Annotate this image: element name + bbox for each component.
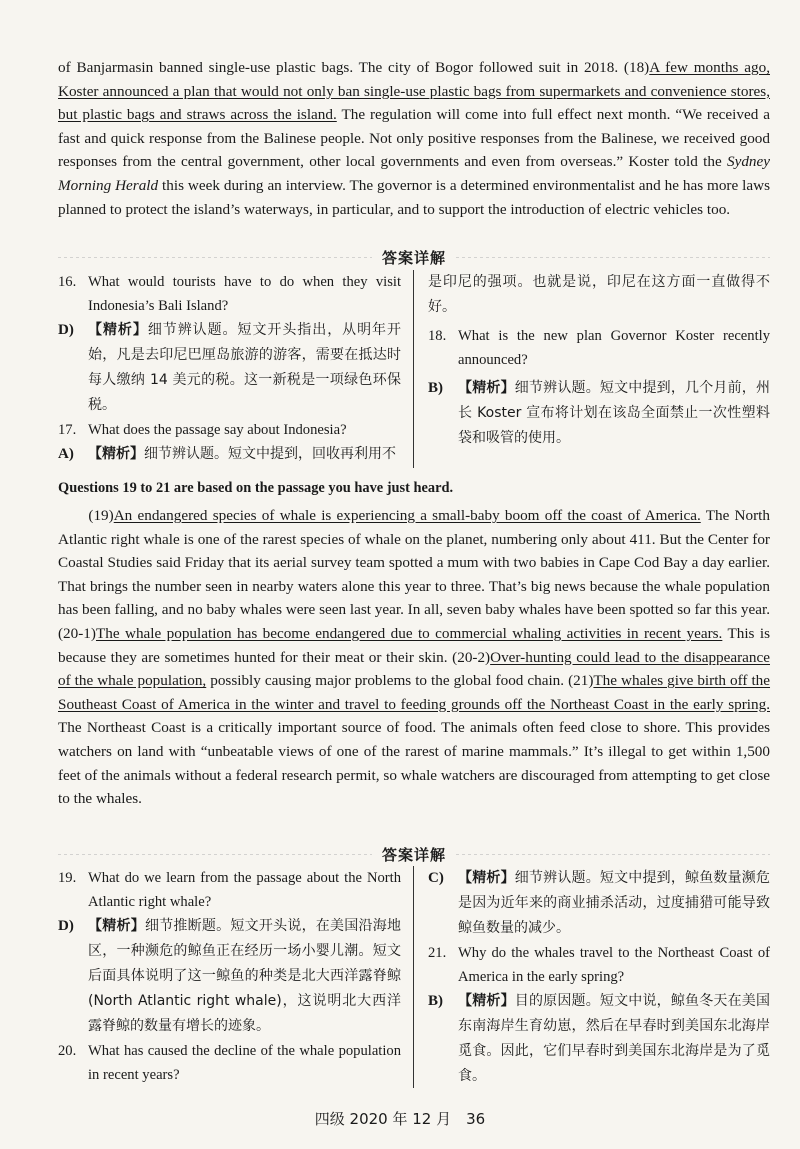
analysis-text: 细节辨认题。短文中提到，鲸鱼数量濒危是因为近年来的商业捕杀活动，过度捕猎可能导致鲸鱼数量的减少。 [458,870,771,936]
analysis-text: 细节推断题。短文开头说，在美国沿海地区，一种濒危的鲸鱼正在经历一场小婴儿潮。短文后面具体说明了这一鲸鱼的种类是北大西洋露脊鲸(North Atlantic right whale)，这说明北大西洋露脊鲸的数量有增长的迹象。 [88,918,401,1034]
answer-18 [428,376,770,451]
question-18 [428,324,770,372]
question-text: What would tourists have to do when they visit Indonesia’s Bali Island? [88,274,401,314]
question-text: Why do the whales travel to the Northeast Coast of America in the early spring? [458,945,770,985]
question-21 [428,941,770,989]
analysis-tag: 【精析】 [458,870,515,886]
page-footer: 四级 2020 年 12 月 36 [314,1110,486,1128]
question-number: 16. [58,274,77,290]
answer-column-left [58,270,414,468]
newspaper-title: Sydney Morning Herald [58,153,770,194]
passage-2-underlined-20-1: The whale population has become endangered due to commercial whaling activities in recent years. [95,624,723,642]
passage-1-underlined-18: A few months ago, Koster announced a plan that would not only ban single-use plastic bags from supermarkets and convenience stores, but plastic bags and straws across the island. [58,59,770,124]
analysis-text: 细节辨认题。短文中提到，回收再利用不 [144,446,396,462]
question-16 [58,270,401,318]
answer-column-left [58,866,414,1088]
answer-letter: B) [428,380,443,396]
heading-divider [58,854,372,855]
answer-column-right [414,866,770,1088]
answer-letter: A) [58,446,74,462]
question-text: What is the new plan Governor Koster recently announced? [458,328,770,368]
passage-1-text-b: The regulation will come into full effect next month. “We received a fast and quick response from the Balinese people. Not only positive responses from the Balinese, we received good responses from the central government, other local governments and even from overseas.” Koster told the [58,106,770,171]
passage-2-text-a: The North Atlantic right whale is one of the rarest species of whale on the planet, numbering only about 411. But the Center for Coastal Studies said Friday that its aerial survey team spotted a mum with two babies in Cape Cod Bay a day earlier. That brings the number seen in nearby waters alone this year to three. That’s big news because the whale population has been falling, and no baby whales were seen last year. In all, seven baby whales have been spotted so far this year. (20-1) [58,507,770,642]
analysis-tag: 【精析】 [88,322,148,338]
answer-columns-2 [58,866,770,1088]
analysis-text: 目的原因题。短文中说，鲸鱼冬天在美国东南海岸生育幼崽，然后在早春时到美国东北海岸觅食。因此，它们早春时到美国东北海岸是为了觅食。 [458,993,771,1084]
question-text: What does the passage say about Indonesia? [88,422,347,438]
question-19 [58,866,401,914]
question-number: 20. [58,1043,77,1059]
question-number: 18. [428,328,447,344]
answer-heading-2 [58,843,770,865]
passage-2 [58,504,770,811]
passage-2-underlined-19: An endangered species of whale is experiencing a small-baby boom off the coast of America. [113,507,701,524]
answer-17 [58,442,401,467]
analysis-text: 细节辨认题。短文开头指出，从明年开始，凡是去印尼巴厘岛旅游的游客，需要在抵达时每人缴纳 14 美元的税。这一新税是一项绿色环保税。 [88,322,402,413]
question-20 [58,1039,401,1087]
answer-letter: D) [58,322,74,338]
answer-19 [58,914,401,1039]
analysis-text: 是印尼的强项。也就是说，印尼在这方面一直做得不好。 [428,274,770,315]
question-text: What do we learn from the passage about the North Atlantic right whale? [88,870,401,910]
passage-2-underlined-20-2: Over-hunting could lead to the disappearance of the whale population, [58,648,770,690]
answer-21 [428,989,770,1089]
answer-heading-title: 答案详解 [382,248,447,267]
question-17 [58,418,401,442]
heading-divider [456,854,770,855]
passage-2-text-c: possibly causing major problems to the global food chain. (21) [206,672,594,690]
question-number: 19. [58,870,77,886]
passage-1 [58,56,770,221]
passage-2-underlined-21: The whales give birth off the Southeast Coast of America in the winter and travel to feeding grounds off the Northeast Coast in the early spring. [58,672,771,713]
analysis-tag: 【精析】 [458,993,515,1009]
analysis-tag: 【精析】 [458,380,515,396]
answer-16 [58,318,401,418]
answer-heading-title: 答案详解 [382,845,447,864]
answer-17-continued [428,270,770,320]
question-text: What has caused the decline of the whale population in recent years? [88,1043,401,1083]
answer-letter: D) [58,918,74,934]
heading-divider [456,257,770,258]
passage-2-text-d: The Northeast Coast is a critically important source of food. The animals often feed close to shore. This provides watchers on land with “unbeatable views of one of the rarest of marine mammals.” It’s illegal to get within 1,500 feet of the animals without a federal research permit, so whale watchers are discouraged from attempting to get close to the whales. [58,719,770,808]
passage-2-text-b: This is because they are sometimes hunted for their meat or their skin. (20-2) [58,624,770,666]
passage-2-marker-19: (19) [88,507,114,524]
analysis-text: 细节辨认题。短文中提到，几个月前，州长 Koster 宣布将计划在该岛全面禁止一次性塑料袋和吸管的使用。 [458,380,771,446]
analysis-tag: 【精析】 [88,918,145,934]
passage-1-text-a: of Banjarmasin banned single-use plastic bags. The city of Bogor followed suit in 2018. (18) [58,59,650,76]
answer-heading-1 [58,246,770,268]
question-number: 21. [428,945,447,961]
answer-column-right [414,270,770,468]
answer-letter: B) [428,993,443,1009]
answer-columns-1 [58,270,770,468]
answer-20 [428,866,770,941]
passage-1-text-c: this week during an interview. The governor is a determined environmentalist and he has more laws planned to protect the island’s waterways, in particular, and to support the introduction of electric vehicles too. [58,176,770,218]
heading-divider [58,257,372,258]
answer-letter: C) [428,870,444,886]
question-number: 17. [58,422,77,438]
questions-header: Questions 19 to 21 are based on the passage you have just heard. [58,480,454,496]
analysis-tag: 【精析】 [88,446,144,462]
